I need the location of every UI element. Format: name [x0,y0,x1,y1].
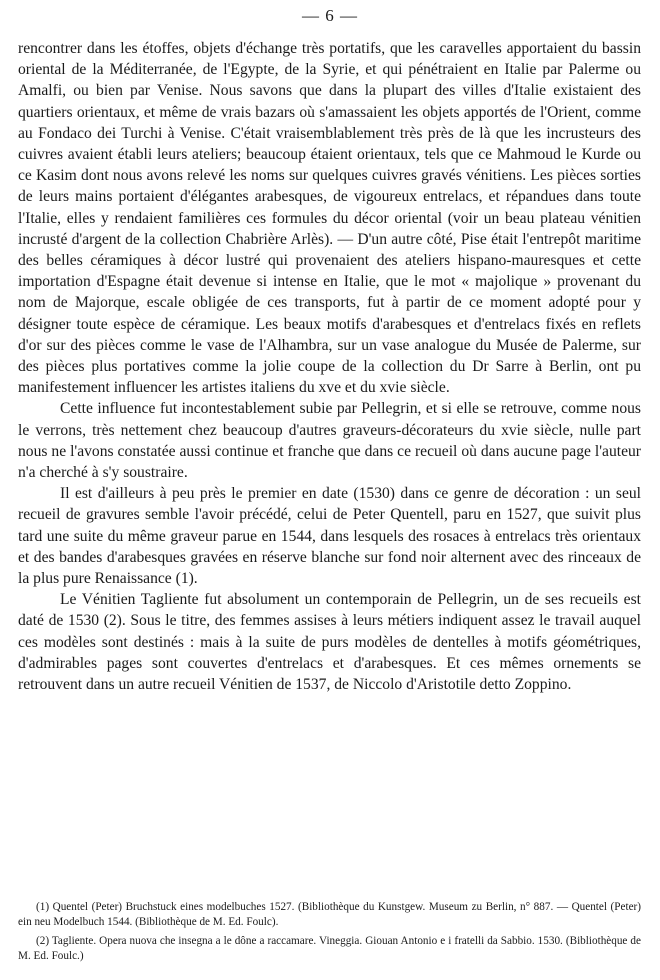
footnotes [18,900,641,968]
paragraph-4: Le Vénitien Tagliente fut absolument un contemporain de Pellegrin, un de ses recueils est daté de 1530 (2). Sous le titre, des femmes assises à leurs métiers indiquent assez le travail auquel ces modèles sont destinés : mais à la suite de purs modèles de dentelles à motifs géométriques, d'admirables pages sont couvertes d'entrelacs et d'arabesques. Et ces mêmes ornements se retrouvent dans un autre recueil Vénitien de 1537, de Niccolo d'Aristotile detto Zoppino. [18,591,641,694]
body-text [18,38,641,695]
paragraph-3: Il est d'ailleurs à peu près le premier en date (1530) dans ce genre de décoration : un seul recueil de gravures semble l'avoir précédé, celui de Peter Quentell, paru en 1527, que suivit plus tard une suite du même graveur parue en 1544, dans lesquels des rosaces à entrelacs très orientaux et des bandes d'arabesques gravées en réserve blanche sur fond noir alternent avec des rinceaux de la plus pure Renaissance (1). [18,485,641,588]
paragraph-2: Cette influence fut incontestablement subie par Pellegrin, et si elle se retrouve, comme nous le verrons, très nettement chez beaucoup d'autres graveurs-décorateurs du xvie siècle, nulle part nous ne l'avons constatée aussi continue et franche que dans ce recueil où dans aucune page l'auteur n'a cherché à s'y soustraire. [18,400,641,482]
footnote-2: (2) Tagliente. Opera nuova che insegna a le dône a raccamare. Vineggia. Giouan Antonio e i fratelli da Sabbio. 1530. (Bibliothèque de M. Ed. Foulc.) [18,935,641,962]
page-number: — 6 — [302,6,358,25]
paragraph-1: rencontrer dans les étoffes, objets d'échange très portatifs, que les caravelles apportaient du bassin oriental de la Méditerranée, de l'Egypte, de la Syrie, et qui pénétraient en Italie par Palerme ou Amalfi, ou bien par Venise. Nous savons que dans la plupart des villes d'Italie existaient des quartiers orientaux, et même de vrais bazars où s'amassaient les objets apportés de l'Orient, comme au Fondaco dei Turchi à Venise. C'était vraisemblablement très près de là que les incrusteurs des cuivres avaient établi leurs ateliers; beaucoup étaient orientaux, tels que ce Mahmoud le Kurde ou ce Kasim dont nous avons relevé les noms sur quelques cuivres gravés vénitiens. Les pièces sorties de leurs mains portaient d'élégantes arabesques, de vigoureux entrelacs, et répandues dans toute l'Italie, elles y rendaient familières ces formules du décor oriental (voir un beau plateau vénitien incrusté d'argent de la collection Chabrière Arlès). — D'un autre côté, Pise était l'entrepôt maritime des belles céramiques à décor lustré qui provenaient des ateliers hispano-mauresques et cette importation d'Espagne était devenue si intense en Italie, que le mot « majolique » provenant du nom de Majorque, escale obligée de ces transports, fut à partir de ce moment adopté pour y désigner toute espèce de céramique. Les beaux motifs d'arabesques et d'entrelacs fixés en reflets d'or sur des pièces comme le vase de l'Alhambra, sur un vase analogue du Musée de Palerme, sur des pièces plus portatives comme la jolie coupe de la collection du Dr Sarre à Berlin, ont pu manifestement influencer les artistes italiens du xve et du xvie siècle. [18,40,641,397]
footnote-1: (1) Quentel (Peter) Bruchstuck eines modelbuches 1527. (Bibliothèque du Kunstgew. Museum zu Berlin, n° 887. — Quentel (Peter) ein neu Modelbuch 1544. (Bibliothèque de M. Ed. Foulc). [18,901,641,928]
